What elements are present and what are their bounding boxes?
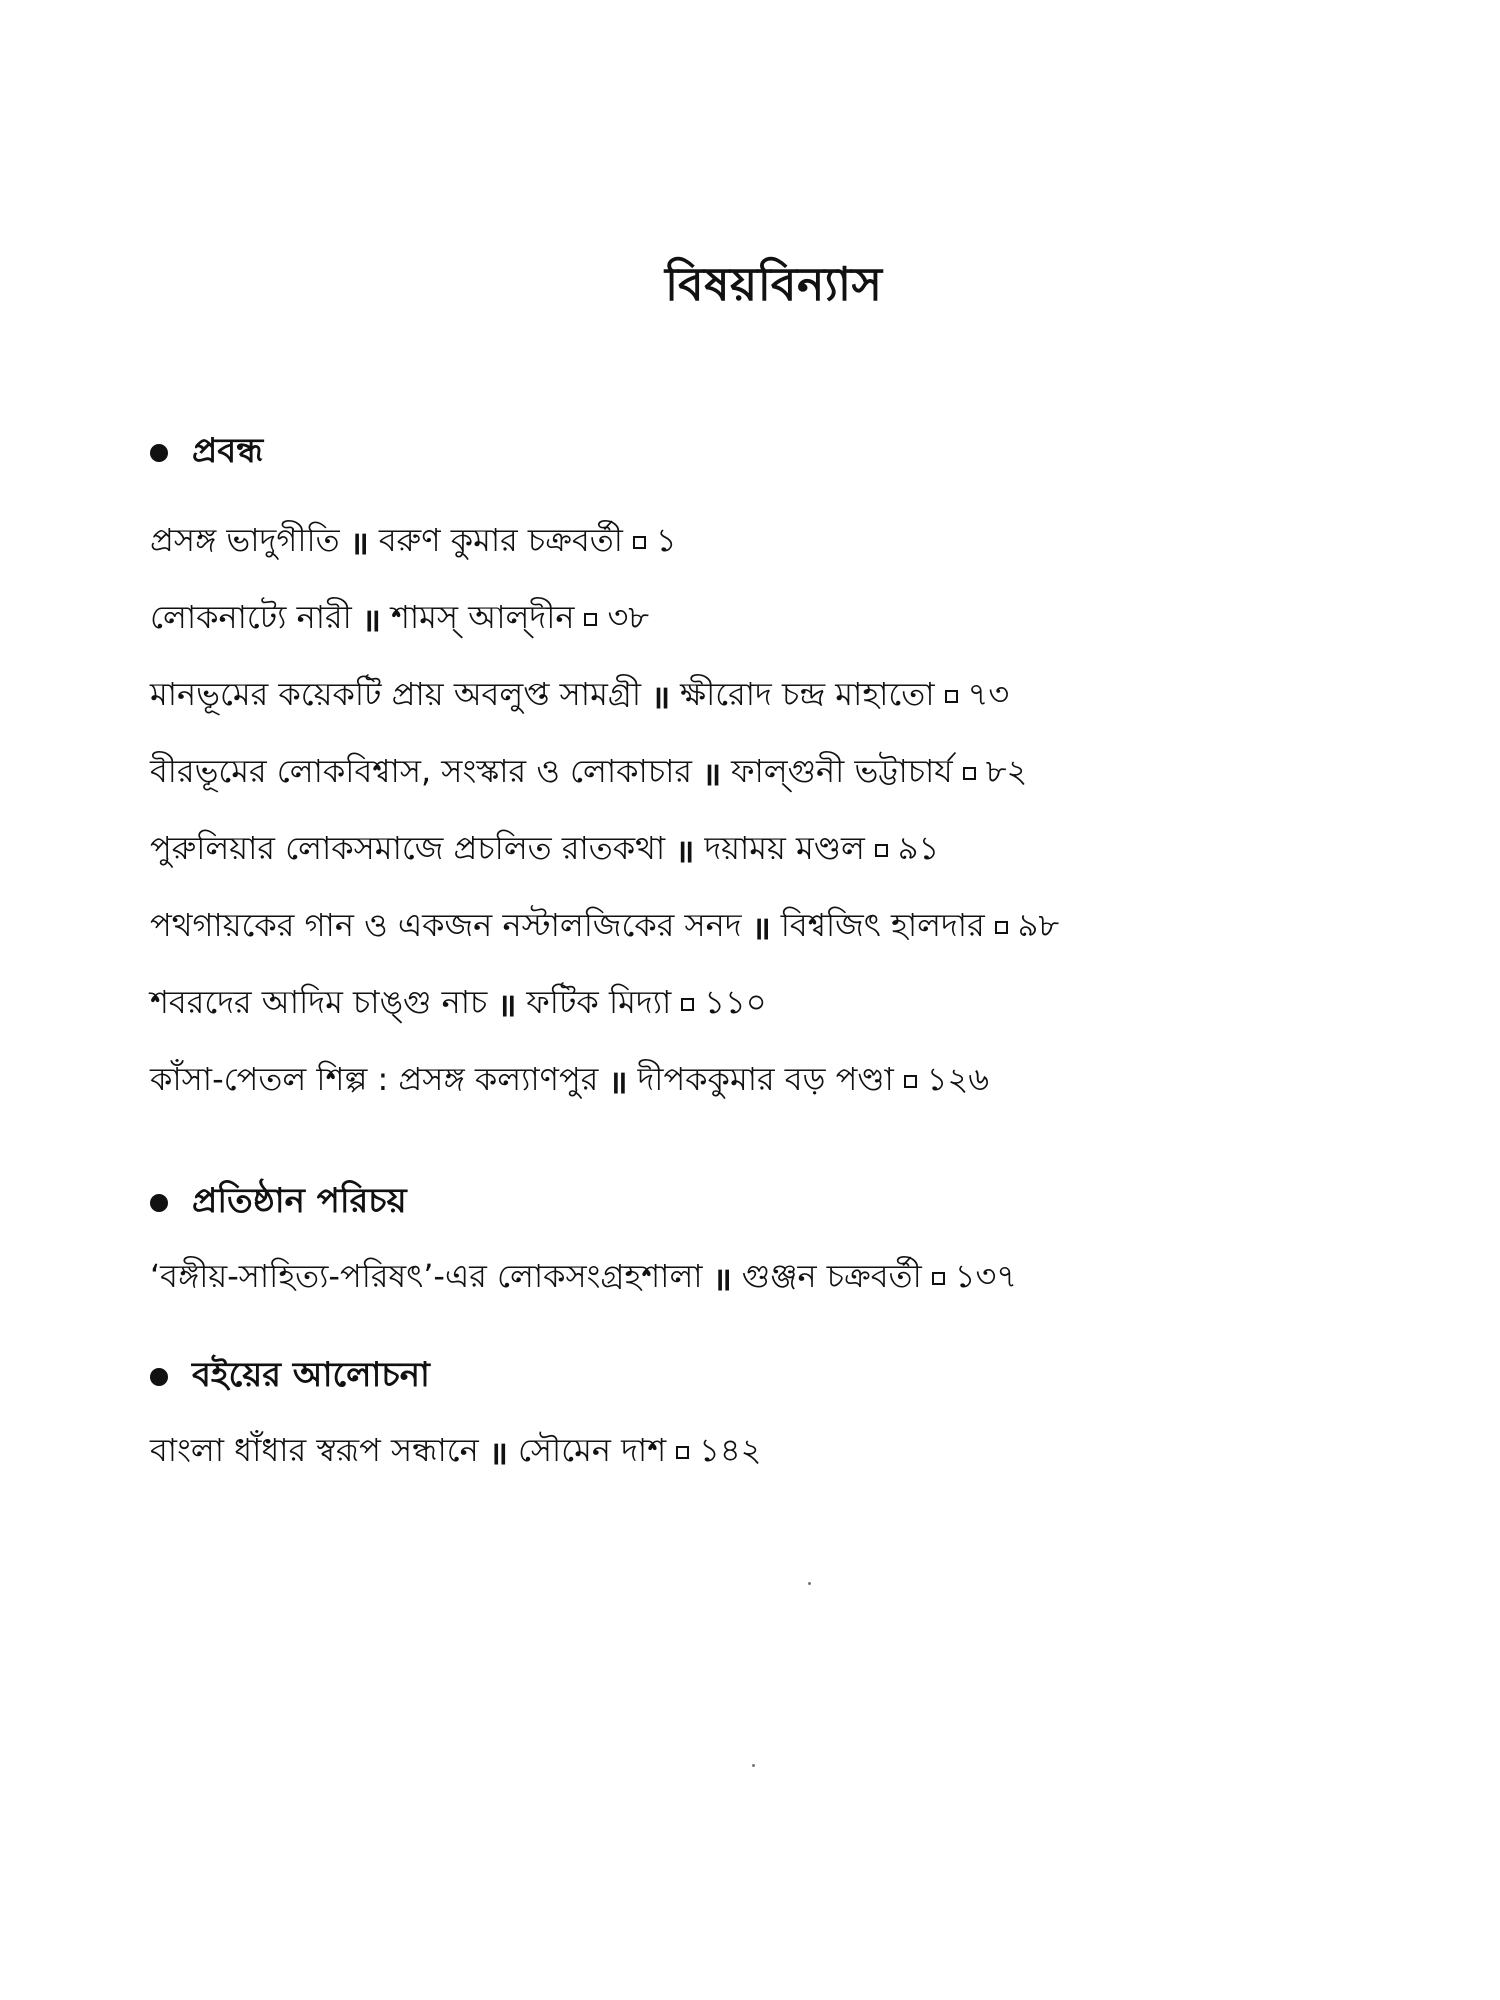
toc-entry	[150, 1059, 989, 1103]
toc-entry	[150, 674, 1009, 718]
entry-title: শবরদের আদিম চাঙ্গু নাচ	[150, 983, 488, 1021]
bullet-icon	[150, 444, 168, 462]
entry-separator: ॥	[361, 600, 381, 639]
entry-separator: ॥	[488, 1433, 508, 1472]
section-heading-label: প্রবন্ধ	[192, 430, 264, 471]
section-heading-book-review	[150, 1354, 430, 1400]
toc-entry	[150, 828, 939, 872]
entry-separator: ॥	[701, 754, 722, 793]
entry-page-number: ৩৮	[607, 598, 650, 636]
toc-entry	[150, 1256, 1017, 1300]
toc-entry	[150, 982, 767, 1026]
toc-entry	[150, 751, 1027, 795]
square-marker-icon	[875, 844, 888, 857]
entry-page-number: ৯৮	[1017, 906, 1060, 944]
square-marker-icon	[963, 767, 976, 780]
section-heading-institution	[150, 1180, 407, 1226]
square-marker-icon	[681, 998, 694, 1011]
entry-author: ফটিক মিদ্যা	[526, 983, 672, 1021]
entry-page-number: ৯১	[897, 829, 940, 867]
entry-separator: ॥	[608, 1062, 628, 1101]
section-heading-essays	[150, 430, 263, 476]
entry-author: ক্ষীরোদ চন্দ্র মাহাতো	[680, 675, 935, 713]
entry-author: দীপককুমার বড় পণ্ডা	[637, 1060, 894, 1098]
toc-entry	[150, 905, 1059, 949]
entry-author: গুঞ্জন চক্রবর্তী	[741, 1257, 922, 1295]
square-marker-icon	[584, 613, 597, 626]
entry-page-number: ৭৩	[967, 675, 1010, 713]
entry-author: সৌমেন দাশ	[517, 1431, 667, 1469]
entry-title: প্রসঙ্গ ভাদুগীতি	[150, 521, 340, 559]
entry-page-number: ১	[655, 521, 677, 559]
entry-title: কাঁসা-পেতল শিল্প : প্রসঙ্গ কল্যাণপুর	[150, 1060, 599, 1098]
entry-page-number: ১৪২	[699, 1431, 762, 1469]
section-heading-label: বইয়ের আলোচনা	[192, 1354, 430, 1395]
entry-separator: ॥	[650, 677, 671, 716]
toc-entry	[150, 597, 649, 641]
square-marker-icon	[932, 1272, 945, 1285]
entry-page-number: ১১০	[704, 983, 767, 1021]
entry-page-number: ৮২	[985, 752, 1028, 790]
entry-title: বাংলা ধাঁধার স্বরূপ সন্ধানে	[150, 1431, 479, 1469]
square-marker-icon	[633, 536, 646, 549]
entry-author: বিশ্বজিৎ হালদার	[780, 906, 985, 944]
square-marker-icon	[945, 690, 958, 703]
page-title: বিষয়বিন্যাস	[665, 257, 883, 311]
bullet-icon	[150, 1368, 168, 1386]
square-marker-icon	[676, 1446, 689, 1459]
entry-title: পুরুলিয়ার লোকসমাজে প্রচলিত রাতকথা	[150, 829, 666, 867]
entry-separator: ॥	[497, 985, 517, 1024]
entry-title: লোকনাট্যে নারী	[150, 598, 352, 636]
entry-page-number: ১২৬	[926, 1060, 990, 1098]
entry-author: শামস্ আল্‌দীন	[390, 598, 575, 636]
entry-author: বরুণ কুমার চক্রবর্তী	[378, 521, 623, 559]
square-marker-icon	[995, 921, 1008, 934]
entry-separator: ॥	[349, 523, 369, 562]
entry-page-number: ১৩৭	[954, 1257, 1018, 1295]
entry-title: মানভূমের কয়েকটি প্রায় অবলুপ্ত সামগ্রী	[150, 675, 641, 713]
entry-separator: ॥	[712, 1259, 732, 1298]
entry-separator: ॥	[751, 908, 771, 947]
entry-title: ‘বঙ্গীয়-সাহিত্য-পরিষৎ’-এর লোকসংগ্রহশালা	[150, 1257, 703, 1295]
entry-separator: ॥	[675, 831, 695, 870]
toc-entry	[150, 1430, 761, 1474]
toc-entry	[150, 520, 677, 564]
scan-speck	[808, 1582, 811, 1585]
section-heading-label: প্রতিষ্ঠান পরিচয়	[192, 1180, 407, 1221]
entry-title: পথগায়কের গান ও একজন নস্টালজিকের সনদ	[150, 906, 742, 944]
entry-author: দয়াময় মণ্ডল	[704, 829, 865, 867]
entry-title: বীরভূমের লোকবিশ্বাস, সংস্কার ও লোকাচার	[150, 752, 692, 790]
entry-author: ফাল্গুনী ভট্টাচার্য	[731, 752, 953, 790]
scan-speck	[752, 1764, 755, 1767]
bullet-icon	[150, 1194, 168, 1212]
square-marker-icon	[904, 1075, 917, 1088]
